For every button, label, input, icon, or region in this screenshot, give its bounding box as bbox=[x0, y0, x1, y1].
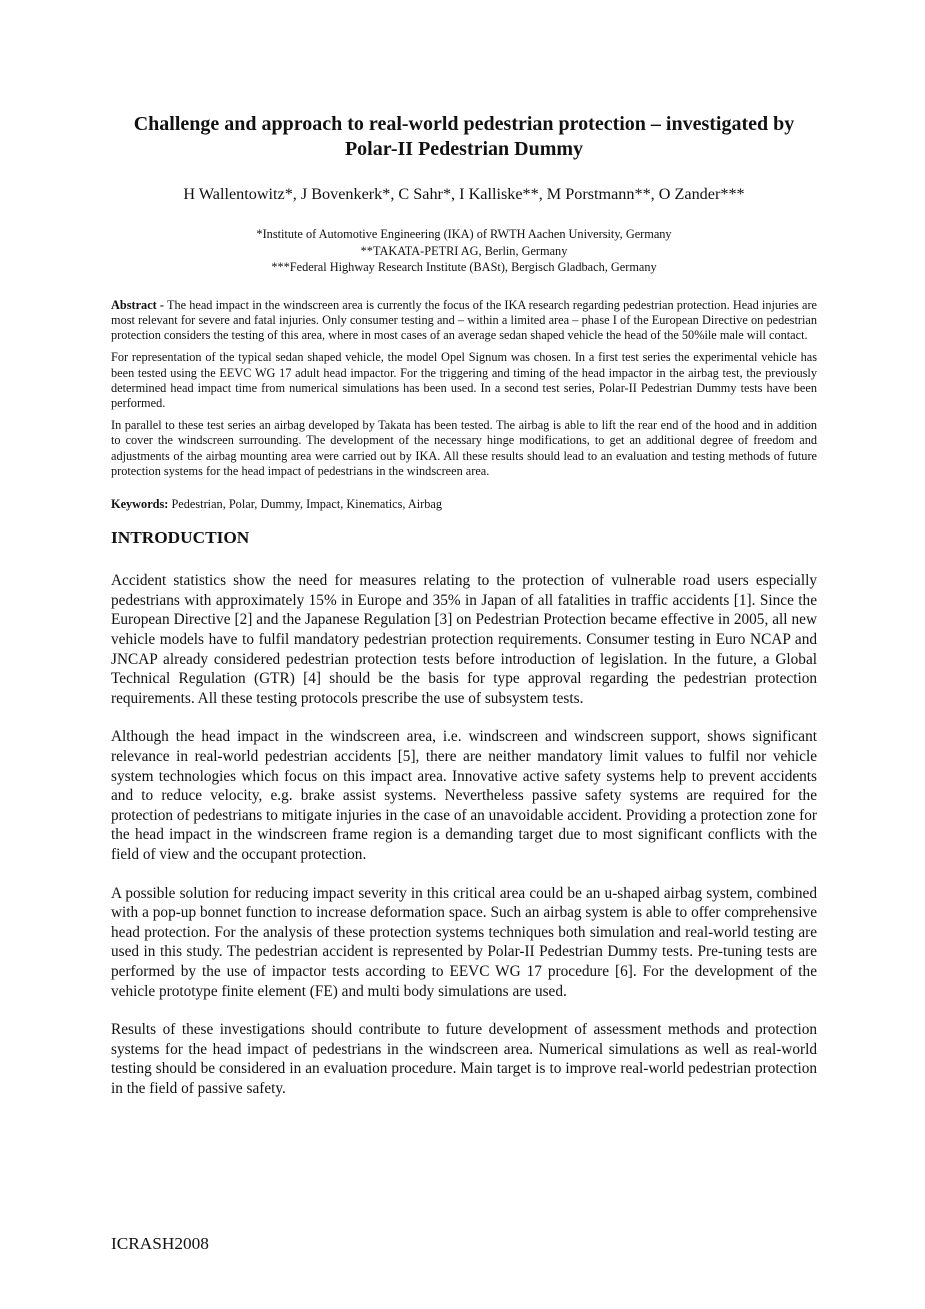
keywords-text: Pedestrian, Polar, Dummy, Impact, Kinematics, Airbag bbox=[171, 497, 443, 512]
abstract-paragraph: For representation of the typical sedan shaped vehicle, the model Opel Signum was chosen. In a first test series the experimental vehicle has been tested using the EEVC WG 17 adult head impactor. For the triggering and timing of the head impactor in the airbag test, the previously determined head impact time from numerical simulations has been used. In a second test series, Polar-II Pedestrian Dummy tests have been performed. bbox=[111, 350, 817, 410]
abstract-paragraph: In parallel to these test series an airbag developed by Takata has been tested. The airbag is able to lift the rear end of the hood and in addition to cover the windscreen surrounding. The development of the necessary hinge modifications, to get an additional degree of freedom and adjustments of the airbag mounting area were carried out by IKA. All these results should lead to an evaluation and testing methods of future protection systems for the head impact of pedestrians in the windscreen area. bbox=[111, 418, 817, 478]
paper-title: Challenge and approach to real-world pedestrian protection – investigated by Polar-II Pedestrian Dummy bbox=[133, 113, 795, 160]
affiliation-ika: *Institute of Automotive Engineering (IKA) of RWTH Aachen University, Germany bbox=[256, 227, 672, 241]
keywords-label: Keywords: bbox=[111, 497, 169, 512]
affiliations bbox=[111, 226, 817, 276]
body-paragraph: Accident statistics show the need for measures relating to the protection of vulnerable road users especially pedestrians with approximately 15% in Europe and 35% in Japan of all fatalities in traffic accidents [1]. Since the European Directive [2] and the Japanese Regulation [3] on Pedestrian Protection became effective in 2005, all new vehicle models have to fulfil mandatory pedestrian protection requirements. Consumer testing in Euro NCAP and JNCAP already considered pedestrian protection tests before introduction of legislation. In the future, a Global Technical Regulation (GTR) [4] should be the basis for type approval regarding the pedestrian protection requirements. All these testing protocols prescribe the use of subsystem tests. bbox=[111, 572, 817, 707]
page-footer: ICRASH2008 bbox=[111, 1234, 209, 1253]
section-heading-introduction: INTRODUCTION bbox=[111, 528, 250, 548]
affiliation-takata: **TAKATA-PETRI AG, Berlin, Germany bbox=[360, 243, 568, 258]
keywords bbox=[111, 497, 817, 512]
abstract-text: The head impact in the windscreen area is currently the focus of the IKA research regarding pedestrian protection. Head injuries are most relevant for severe and fatal injuries. Only consumer testing and – within a limited area – phase I of the European Directive on pedestrian protection considers the testing of this area, where in most cases of an average sedan shaped vehicle the head of the 50%ile male will contact. bbox=[111, 297, 817, 343]
abstract-paragraph bbox=[111, 298, 817, 344]
author-list: H Wallentowitz*, J Bovenkerk*, C Sahr*, I Kalliske**, M Porstmann**, O Zander*** bbox=[183, 185, 745, 203]
body-paragraph: Although the head impact in the windscreen area, i.e. windscreen and windscreen support, shows significant relevance in real-world pedestrian accidents [5], there are neither mandatory limit values to fulfil nor vehicle system technologies which focus on this impact area. Innovative active safety systems help to prevent accidents and to reduce velocity, e.g. brake assist systems. Nevertheless passive safety systems are required for the protection of pedestrians to mitigate injuries in the case of an unavoidable accident. Providing a protection zone for the head impact in the windscreen frame region is a demanding target due to most significant conflicts with the field of view and the occupant protection. bbox=[111, 728, 817, 863]
abstract-label: Abstract - bbox=[111, 297, 165, 312]
body-paragraph: Results of these investigations should contribute to future development of assessment methods and protection systems for the head impact of pedestrians in the windscreen area. Numerical simulations as well as real-world testing should be considered in an evaluation procedure. Main target is to improve real-world pedestrian protection in the field of passive safety. bbox=[111, 1021, 817, 1097]
affiliation-bast: ***Federal Highway Research Institute (BASt), Bergisch Gladbach, Germany bbox=[271, 260, 657, 275]
body-paragraph: A possible solution for reducing impact severity in this critical area could be an u-shaped airbag system, combined with a pop-up bonnet function to increase deformation space. Such an airbag system is able to offer comprehensive head protection. For the analysis of these protection systems techniques both simulation and real-world testing are used in this study. The pedestrian accident is represented by Polar-II Pedestrian Dummy tests. Pre-tuning tests are performed by the use of impactor tests according to EEVC WG 17 procedure [6]. For the development of the vehicle prototype finite element (FE) and multi body simulations are used. bbox=[111, 884, 817, 1000]
paper-page bbox=[111, 112, 817, 1098]
